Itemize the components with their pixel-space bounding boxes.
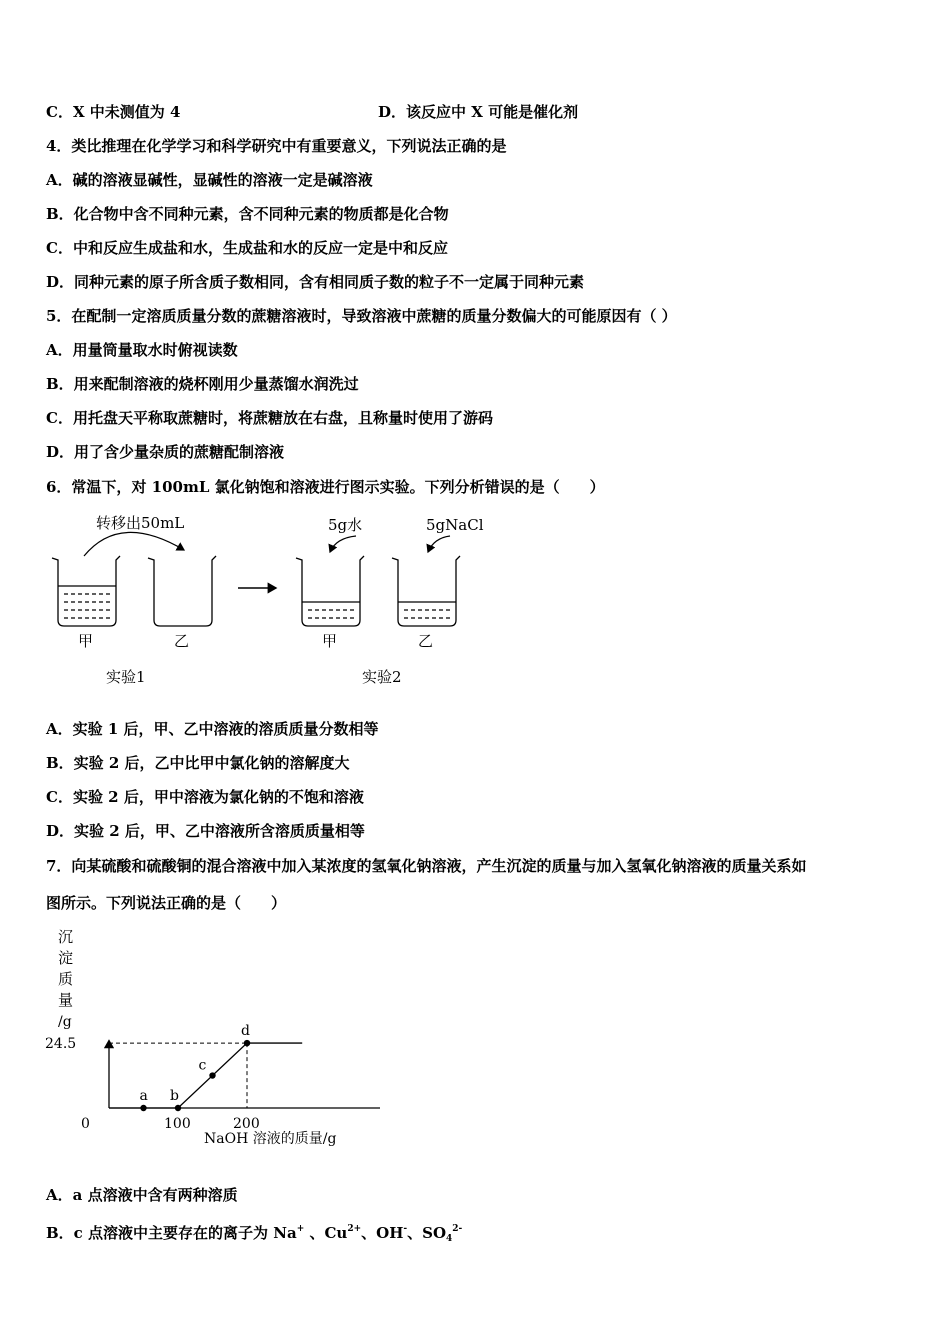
q7-stem-line1: 7．向某硫酸和硫酸铜的混合溶液中加入某浓度的氢氧化钠溶液，产生沉淀的质量与加入氢氧化钠溶液的质量关系如 xyxy=(46,857,807,875)
point-c xyxy=(209,1072,215,1078)
q7-stem-line2: 图所示。下列说法正确的是（ ） xyxy=(46,894,287,912)
q7-option-b xyxy=(46,1219,462,1249)
transfer-label: 转移出50mL xyxy=(96,514,185,532)
label-yi-exp1: 乙 xyxy=(174,632,190,650)
hydroxide-charge: - xyxy=(403,1224,408,1234)
q5-option-d: D．用了含少量杂质的蔗糖配制溶液 xyxy=(46,443,285,461)
y-axis-label-char: 淀 xyxy=(58,949,74,967)
transfer-arrow xyxy=(84,532,184,556)
label-yi-exp2: 乙 xyxy=(418,632,434,650)
q6-stem: 6．常温下，对 100mL 氯化钠饱和溶液进行图示实验。下列分析错误的是（ ） xyxy=(46,478,605,496)
q6-beaker-figure xyxy=(40,508,500,693)
q5-option-a: A．用量筒量取水时俯视读数 xyxy=(46,341,238,359)
q6-option-d: D．实验 2 后，甲、乙中溶液所含溶质质量相等 xyxy=(46,822,365,840)
q6-option-a: A．实验 1 后，甲、乙中溶液的溶质质量分数相等 xyxy=(46,720,379,738)
nacl-label: 5gNaCl xyxy=(426,516,484,534)
beaker-jia-exp2 xyxy=(296,556,364,626)
x-tick-label: 0 xyxy=(81,1116,90,1132)
q4-stem: 4．类比推理在化学学习和科学研究中有重要意义，下列说法正确的是 xyxy=(46,137,507,155)
label-jia-exp1: 甲 xyxy=(78,632,94,650)
q7-option-b-text: B．c 点溶液中主要存在的离子为 Na xyxy=(46,1224,297,1242)
q5-option-c: C．用托盘天平称取蔗糖时，将蔗糖放在右盘，且称量时使用了游码 xyxy=(46,409,493,427)
y-axis-label xyxy=(58,928,73,1009)
sodium-charge: + xyxy=(296,1224,305,1234)
point-b xyxy=(175,1105,181,1111)
point-label-b: b xyxy=(170,1088,179,1104)
q4-option-b: B．化合物中含不同种元素，含不同种元素的物质都是化合物 xyxy=(46,205,449,223)
point-label-c: c xyxy=(198,1057,207,1074)
beaker-jia-exp1 xyxy=(52,556,120,626)
point-label-d: d xyxy=(241,1023,250,1040)
copper-charge: 2+ xyxy=(347,1224,362,1234)
q4-option-a: A．碱的溶液显碱性，显碱性的溶液一定是碱溶液 xyxy=(46,171,373,189)
point-label-a: a xyxy=(139,1088,148,1104)
sulfate-ion: 、SO xyxy=(407,1224,447,1242)
y-axis-label-char: 量 xyxy=(58,991,74,1009)
x-tick-label: 100 xyxy=(164,1116,191,1132)
point-a xyxy=(140,1105,146,1111)
q4-option-c: C．中和反应生成盐和水，生成盐和水的反应一定是中和反应 xyxy=(46,239,448,257)
label-jia-exp2: 甲 xyxy=(322,632,338,650)
q3-option-c: C．X 中未测值为 4 xyxy=(46,103,181,121)
label-exp2: 实验2 xyxy=(362,668,402,686)
copper-ion: 、Cu xyxy=(304,1224,348,1242)
sulfate-charge: 2- xyxy=(452,1224,463,1234)
q3-option-d: D．该反应中 X 可能是催化剂 xyxy=(378,103,579,121)
q5-option-b: B．用来配制溶液的烧杯刚用少量蒸馏水润洗过 xyxy=(46,375,359,393)
point-d xyxy=(244,1040,250,1046)
q5-stem: 5．在配制一定溶质质量分数的蔗糖溶液时，导致溶液中蔗糖的质量分数偏大的可能原因有（ ） xyxy=(46,307,677,325)
nacl-add-arrow xyxy=(428,536,450,552)
x-tick-label: 200 xyxy=(233,1116,260,1132)
beaker-yi-exp1 xyxy=(148,556,216,626)
label-exp1: 实验1 xyxy=(106,668,146,686)
q6-option-b: B．实验 2 后，乙中比甲中氯化钠的溶解度大 xyxy=(46,754,350,772)
water-label: 5g水 xyxy=(328,516,363,534)
y-axis-unit: /g xyxy=(58,1014,72,1030)
y-tick-label: 24.5 xyxy=(45,1036,77,1053)
series-line xyxy=(109,1043,302,1108)
beaker-yi-exp2 xyxy=(392,556,460,626)
water-add-arrow xyxy=(330,536,356,552)
y-axis-label-char: 质 xyxy=(58,970,74,988)
hydroxide-ion: 、OH xyxy=(361,1224,404,1242)
q7-precipitate-chart xyxy=(40,920,380,1155)
q6-option-c: C．实验 2 后，甲中溶液为氯化钠的不饱和溶液 xyxy=(46,788,364,806)
y-axis-label-char: 沉 xyxy=(58,928,74,946)
q7-option-a: A．a 点溶液中含有两种溶质 xyxy=(46,1186,238,1204)
x-axis-label: NaOH 溶液的质量/g xyxy=(204,1131,337,1147)
sulfate-subscript: 4 xyxy=(446,1234,453,1244)
q4-option-d: D．同种元素的原子所含质子数相同，含有相同质子数的粒子不一定属于同种元素 xyxy=(46,273,585,291)
